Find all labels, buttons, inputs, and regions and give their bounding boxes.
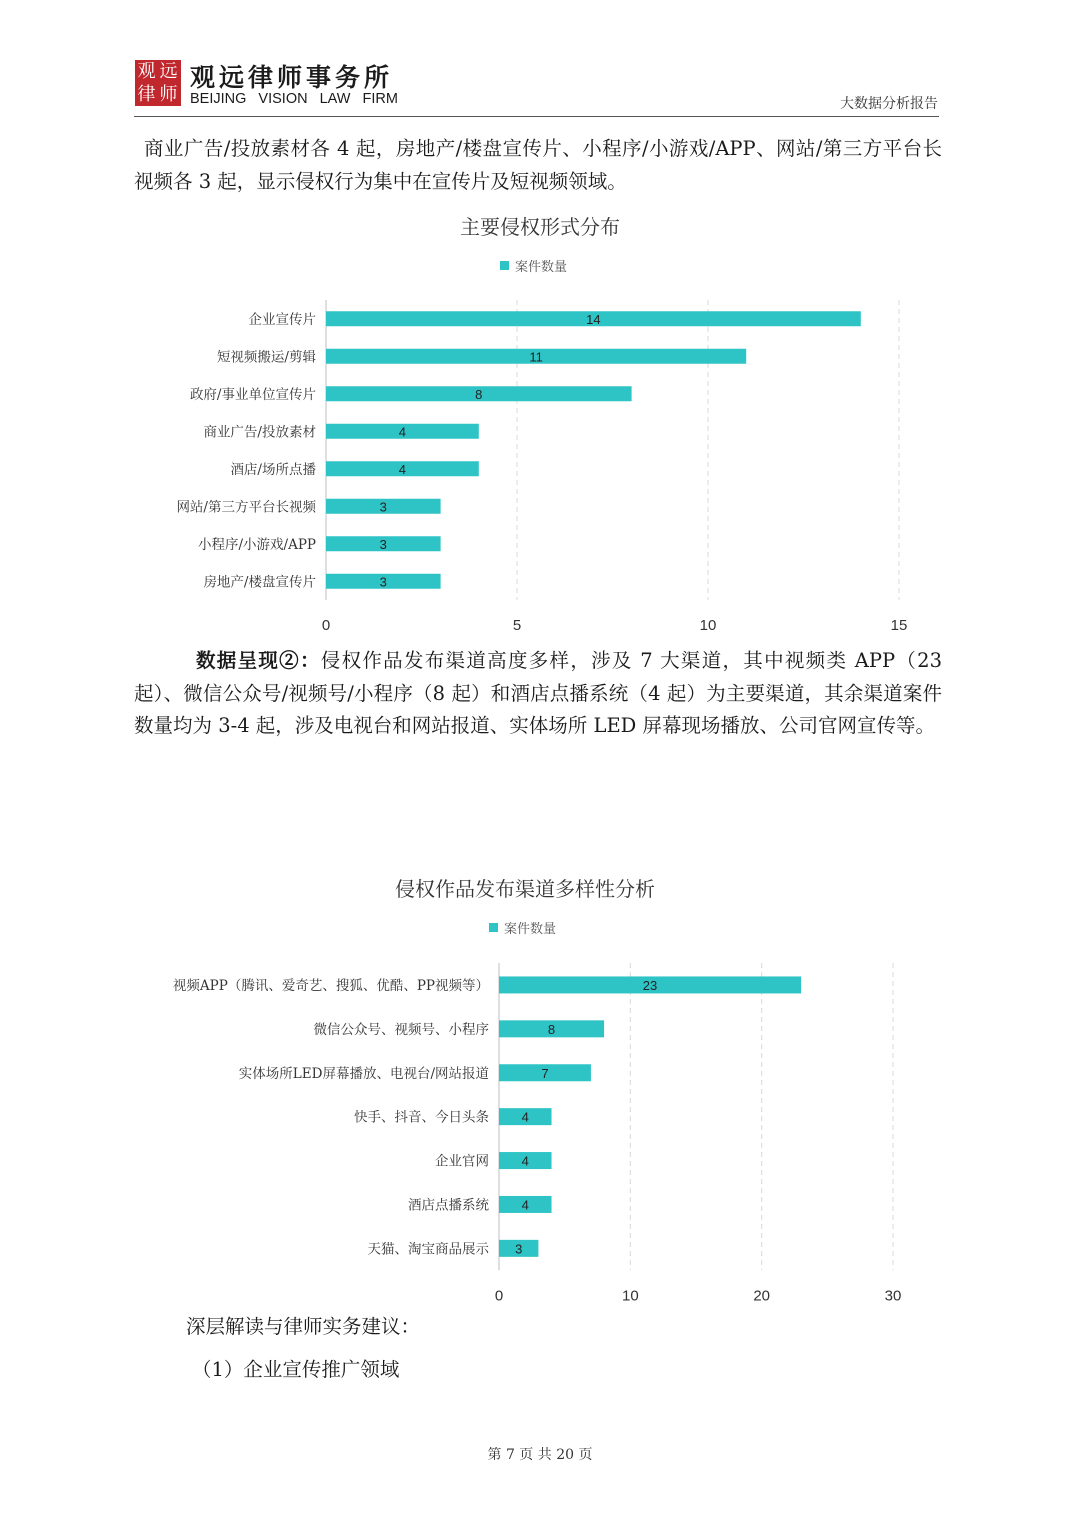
category-label: 天猫、淘宝商品展示: [367, 1241, 489, 1258]
x-tick-label: 30: [884, 1287, 902, 1305]
page-footer: 第 7 页 共 20 页: [487, 1447, 593, 1463]
deep-analysis-heading: 深层解读与律师实务建议：: [186, 1315, 421, 1338]
data-label: 4: [521, 1197, 529, 1213]
category-label: 房地产/楼盘宣传片: [203, 574, 316, 591]
x-tick-label: 5: [512, 617, 522, 634]
firm-name-en: BEIJING VISION LAW FIRM: [190, 91, 398, 107]
seal-char: 远: [159, 61, 179, 82]
x-tick-label: 0: [321, 617, 331, 634]
x-tick-label: 10: [699, 617, 717, 634]
category-label: 企业官网: [435, 1153, 489, 1170]
data-label: 11: [529, 349, 543, 365]
chart2-legend-label: 案件数量: [504, 922, 557, 937]
section2-lead: 数据呈现②：: [196, 649, 321, 672]
chart2-title: 侵权作品发布渠道多样性分析: [395, 877, 655, 901]
data-label: 4: [521, 1109, 529, 1125]
category-label: 酒店/场所点播: [230, 461, 316, 478]
intro-paragraph: 商业广告/投放素材各 4 起，房地产/楼盘宣传片、小程序/小游戏/APP、网站/第三方平台长视频各 3 起，显示侵权行为集中在宣传片及短视频领域。: [134, 137, 942, 193]
x-tick-label: 15: [890, 617, 908, 634]
firm-name-cn: 观远律师事务所: [190, 63, 394, 92]
chart1-legend-label: 案件数量: [515, 260, 568, 275]
section2-text: 侵权作品发布渠道高度多样，涉及 7 大渠道，其中视频类 APP（23 起）、微信公众号/视频号/小程序（8 起）和酒店点播系统（4 起）为主要渠道，其余渠道案件数量均为 3-4 起，涉及电视台和网站报道、实体场所 LED 屏幕现场播放、公司官网宣传等。: [134, 649, 942, 737]
category-label: 小程序/小游戏/APP: [197, 536, 316, 553]
category-label: 短视频搬运/剪辑: [216, 349, 316, 366]
category-label: 政府/事业单位宣传片: [189, 386, 316, 403]
category-label: 企业宣传片: [248, 311, 316, 328]
x-tick-label: 10: [621, 1287, 639, 1305]
seal-char: 师: [159, 84, 179, 105]
data-label: 3: [379, 536, 387, 552]
data-label: 8: [547, 1021, 556, 1037]
category-label: 视频APP（腾讯、爱奇艺、搜狐、优酷、PP视频等）: [172, 977, 489, 994]
category-label: 实体场所LED屏幕播放、电视台/网站报道: [238, 1065, 489, 1082]
category-label: 商业广告/投放素材: [203, 424, 316, 441]
seal-char: 律: [137, 84, 157, 105]
subsection-heading: （1）企业宣传推广领域: [192, 1358, 400, 1381]
x-tick-label: 0: [494, 1287, 504, 1305]
category-label: 快手、抖音、今日头条: [354, 1109, 489, 1126]
data-label: 3: [379, 499, 387, 515]
data-label: 4: [521, 1153, 529, 1169]
data-label: 8: [475, 386, 483, 402]
category-label: 酒店点播系统: [408, 1197, 489, 1214]
chart1-title: 主要侵权形式分布: [460, 215, 620, 239]
data-label: 4: [398, 461, 407, 477]
category-label: 网站/第三方平台长视频: [176, 499, 316, 516]
data-label: 3: [515, 1241, 523, 1257]
data-label: 23: [642, 977, 658, 993]
seal-char: 观: [137, 61, 157, 82]
document-tag: 大数据分析报告: [840, 96, 938, 112]
data-label: 3: [379, 574, 387, 590]
category-label: 微信公众号、视频号、小程序: [313, 1021, 489, 1038]
data-label: 4: [398, 424, 407, 440]
data-label: 14: [586, 311, 601, 327]
x-tick-label: 20: [753, 1287, 771, 1305]
data-label: 7: [541, 1065, 549, 1081]
